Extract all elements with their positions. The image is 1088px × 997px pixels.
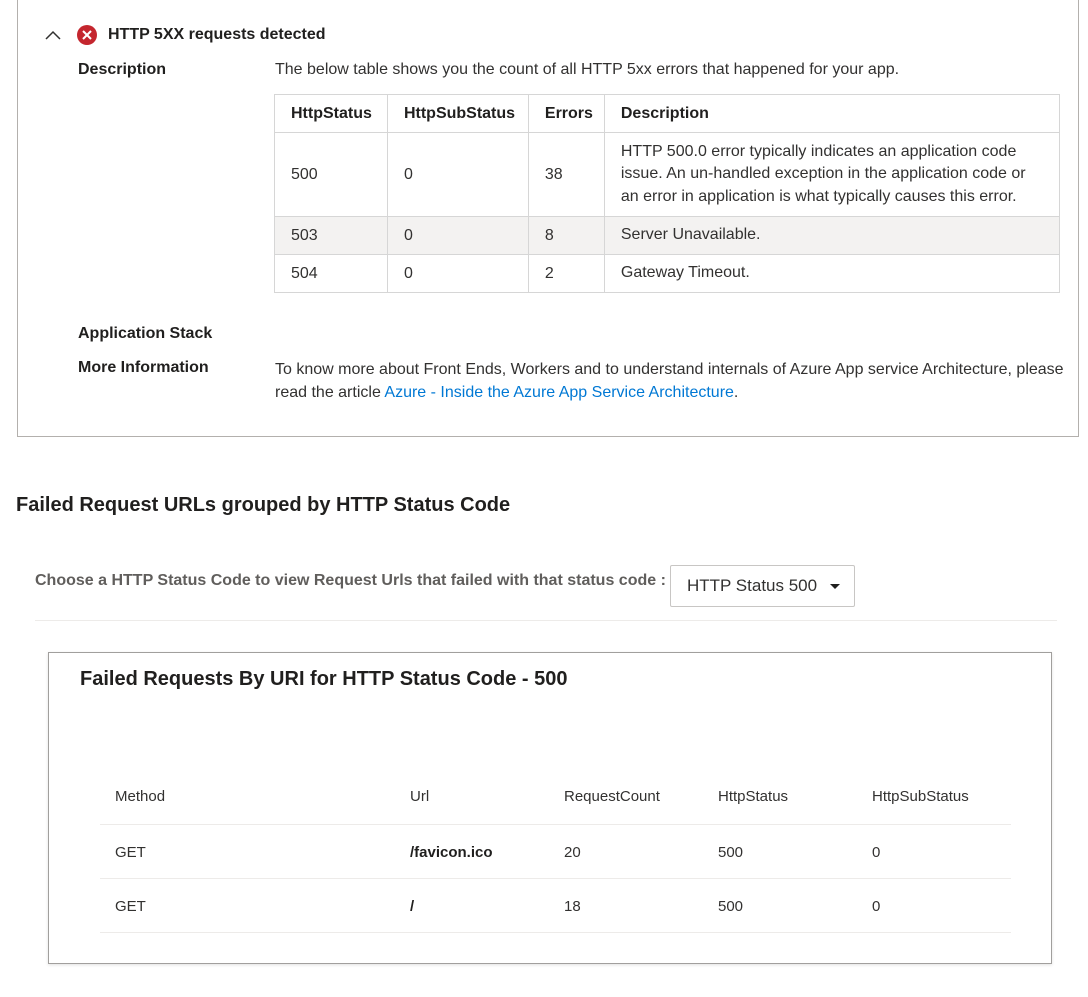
insight-card	[17, 0, 1079, 437]
table-cell: 500	[275, 133, 388, 217]
table-cell: 504	[275, 255, 388, 293]
errors-table	[274, 94, 1060, 293]
column-header: HttpStatus	[275, 95, 388, 133]
method-cell: GET	[115, 844, 146, 861]
table-row	[275, 133, 1060, 217]
errors-table-header	[275, 95, 1060, 133]
column-header: Errors	[528, 95, 604, 133]
divider	[35, 620, 1057, 621]
more-information-label: More Information	[78, 359, 209, 376]
table-cell: 38	[528, 133, 604, 217]
table-cell: 0	[387, 255, 528, 293]
description-text: The below table shows you the count of all HTTP 5xx errors that happened for your app.	[275, 61, 900, 78]
table-row	[275, 217, 1060, 255]
table-cell: 503	[275, 217, 388, 255]
table-cell: 2	[528, 255, 604, 293]
insight-title: HTTP 5XX requests detected	[108, 26, 326, 43]
card-title: Failed Requests By URI for HTTP Status Code - 500	[80, 668, 568, 690]
column-header: HttpStatus	[718, 788, 789, 805]
column-header: HttpSubStatus	[387, 95, 528, 133]
table-row	[275, 255, 1060, 293]
table-cell: 0	[387, 133, 528, 217]
table-cell: 8	[528, 217, 604, 255]
more-information-text	[275, 358, 1065, 404]
http-status-cell: 500	[718, 844, 744, 861]
caret-down-icon	[830, 584, 840, 589]
architecture-article-link[interactable]: Azure - Inside the Azure App Service Architecture	[384, 384, 734, 401]
url-cell: /	[410, 898, 415, 915]
insight-header[interactable]	[44, 22, 326, 48]
status-code-dropdown[interactable]	[670, 565, 855, 607]
description-label: Description	[78, 61, 167, 78]
more-info-suffix: .	[733, 384, 739, 401]
table-row[interactable]	[100, 879, 1011, 933]
more-info-body: To know more about Front Ends, Workers and to understand internals of Azure App service Architecture, please read the article	[275, 361, 1064, 401]
table-header-row	[100, 769, 1011, 825]
column-header: HttpSubStatus	[872, 788, 969, 805]
failed-requests-card	[48, 652, 1052, 964]
column-header: RequestCount	[564, 788, 660, 805]
error-circle-icon	[77, 25, 97, 45]
http-substatus-cell: 0	[872, 898, 881, 915]
column-header: Description	[604, 95, 1059, 133]
section-heading: Failed Request URLs grouped by HTTP Status Code	[16, 494, 511, 516]
method-cell: GET	[115, 898, 146, 915]
status-code-chooser-label: Choose a HTTP Status Code to view Request Urls that failed with that status code :	[35, 572, 666, 589]
request-count-cell: 20	[564, 844, 581, 861]
table-cell: HTTP 500.0 error typically indicates an application code issue. An un-handled exception in the application code or an error in application is what typically causes this error.	[604, 133, 1059, 217]
http-status-cell: 500	[718, 898, 744, 915]
failed-requests-table	[100, 769, 1011, 933]
table-cell: Gateway Timeout.	[604, 255, 1059, 293]
application-stack-label: Application Stack	[78, 325, 213, 342]
url-cell: /favicon.ico	[410, 844, 493, 861]
table-cell: 0	[387, 217, 528, 255]
dropdown-value: HTTP Status 500	[687, 576, 818, 595]
column-header: Url	[410, 788, 430, 805]
table-row[interactable]	[100, 825, 1011, 879]
column-header: Method	[115, 788, 166, 805]
chevron-up-icon[interactable]	[44, 26, 62, 44]
request-count-cell: 18	[564, 898, 581, 915]
http-substatus-cell: 0	[872, 844, 881, 861]
table-cell: Server Unavailable.	[604, 217, 1059, 255]
